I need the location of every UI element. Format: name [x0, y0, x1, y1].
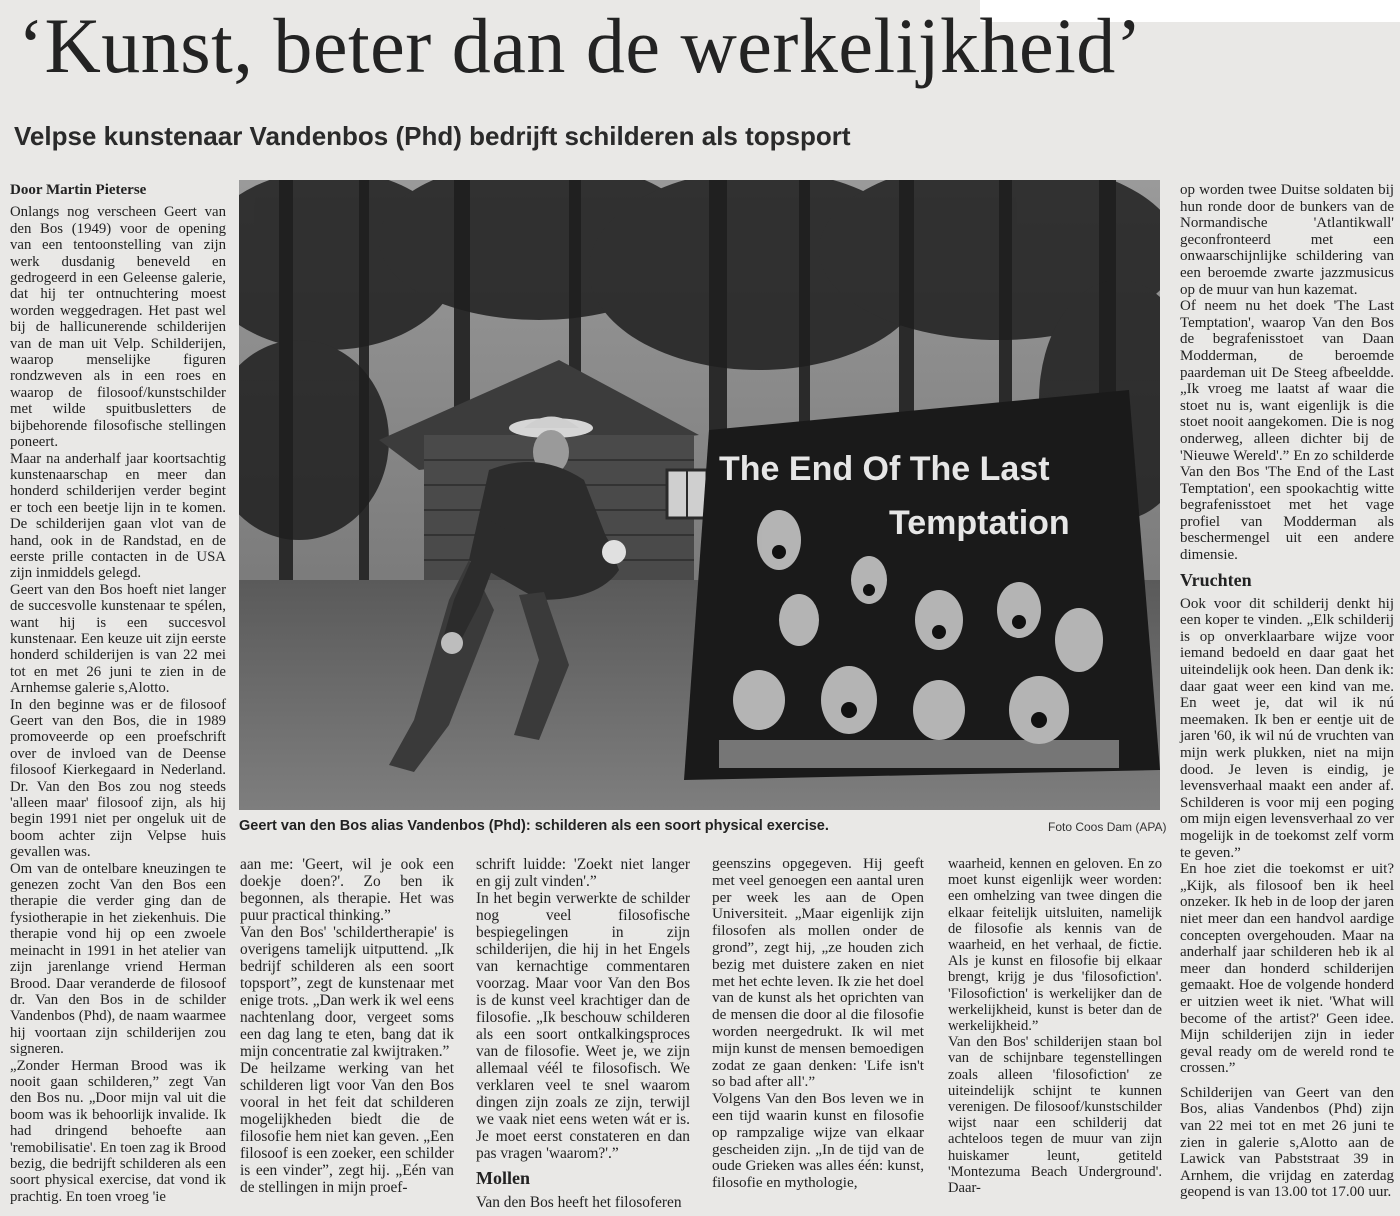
paragraph: Van den Bos' schilderijen staan bol van de schijnbare tegenstellingen zoals alleen 'filosofiction' ze uiteindelijk schijnt te kunnen verenigen. De filosoof/kunstschilder wijst naar een schilderij dat achteloos tegen de muur van zijn huiskamer leunt, getiteld 'Montezuma Beach Underground'. Daar-: [948, 1034, 1162, 1197]
paragraph: Geert van den Bos hoeft niet langer de succesvolle kunstenaar te spélen, want hij is een succesvol kunstenaar. Een keuze uit zijn eerste honderd schilderijen is van 22 mei tot en met 26 juni te zien in de Arnhemse galerie s,Alotto.: [10, 581, 226, 697]
paragraph: Van den Bos heeft het filosoferen: [476, 1194, 682, 1211]
photo-credit: Foto Coos Dam (APA): [1048, 820, 1167, 834]
paragraph: waarheid, kennen en geloven. En zo moet kunst eigenlijk weer worden: een omhelzing van twee dingen die elkaar feitelijk uitsluiten, namelijk de filosofie als kennis van de waarheid, en het verhaal, de fictie. Als je kunst en filosofie bij elkaar brengt, krijg je dus 'filosofiction'. 'Filosofiction' is werkelijker dan de werkelijkheid, kunst is beter dan de werkelijkheid.”: [948, 856, 1162, 1035]
paragraph: Volgens Van den Bos leven we in een tijd waarin kunst en filosofie op rampzalige wijze van elkaar gescheiden zijn. „In de tijd van de oude Grieken was alles één: kunst, filosofie en mythologie,: [712, 1090, 924, 1192]
paragraph: In het begin verwerkte de schilder nog veel filosofische bespiegelingen in zijn schilderijen, die hij in het Engels van kernachtige commentaren voorzag. Maar voor Van den Bos is de kunst veel krachtiger dan de filosofie. „Ik beschouw schilderen als een soort ontkalkingsproces van de filosofie. Weet je, we zijn allemaal véél te filosofisch. We verklaren veel te snel waarom dingen zijn zoals ze zijn, terwijl we vaak niet eens weten wát er is. Je moet eerst constateren en dan pas vragen 'waarom?'.”: [476, 890, 690, 1162]
article-column-4: [712, 856, 924, 1192]
section-heading: Vruchten: [1180, 569, 1252, 590]
photo-illustration: [239, 180, 1160, 810]
paragraph: En hoe ziet die toekomst er uit? „Kijk, als filosoof ben ik heel onzeker. Ik heb in de loop der jaren niet meer dan een handvol aardige concepten overgehouden. Maar na anderhalf jaar schilderen heb ik al meer dan honderd schilderijen gemaakt. Hoe de volgende honderd er uitzien weet ik niet. 'What will become of the artist?' Geen idee. Mijn schilderijen zijn in ieder geval ready om de wereld rond te crossen.”: [1180, 861, 1394, 1077]
paragraph: Ook voor dit schilderij denkt hij een koper te vinden. „Elk schilderij is op onverklaarbare wijze voor iemand bedoeld en daar gaat het uiteindelijk ook heen. Dan denk ik: daar gaat weer een kind van me. En weet je, dat wil ik nú meemaken. Ik ben er eentje uit de jaren '60, ik wil nú de vruchten van mijn werk plukken, niet na mijn dood. Je leven is eindig, je levensverhaal maakt een ander af. Schilderen is voor mij een poging om mijn eigen levensverhaal zo ver mogelijk in de toekomst zelf vorm te geven.”: [1180, 595, 1394, 861]
painting-title-line2: Temptation: [889, 504, 1070, 542]
section-heading: Mollen: [476, 1168, 530, 1188]
paragraph: Om van de ontelbare kneuzingen te genezen zocht Van den Bos een therapie die verder ging dan de fysiotherapie in het ziekenhuis. Die therapie vond hij op een zwoele meinacht in 1991 in het atelier van zijn jarenlange vriend Herman Brood. Daar veranderde de filosoof dr. Van den Bos in de schilder Vandenbos (Phd), de naam waarmee hij voortaan zijn schilderijen zou signeren.: [10, 860, 226, 1058]
article-photo: [239, 180, 1160, 810]
byline: Door Martin Pieterse: [10, 182, 147, 198]
article-column-3: [476, 856, 690, 1211]
painting: [684, 390, 1160, 780]
painting-title-line1: The End Of The Last: [719, 450, 1050, 488]
article-column-6: [1180, 182, 1394, 1201]
paragraph: Of neem nu het doek 'The Last Temptation', waarop Van den Bos de begrafenisstoet van Daan Modderman, de beroemde paardeman uit De Steeg afbeeldde. „Ik vroeg me laatst af waar die stoet nu is, want eigenlijk is die stoet nooit aangekomen. Die is nog onderweg, alleen dichter bij de 'Nieuwe Wereld'.” En zo schilderde Van den Bos 'The End of the Last Temptation', een spookachtig witte begrafenisstoet met het vage profiel van Modderman als beschermengel uit een andere dimensie.: [1180, 298, 1394, 564]
paragraph: schrift luidde: 'Zoekt niet langer en gij zult vinden'.”: [476, 856, 690, 890]
paragraph: geenszins opgegeven. Hij geeft met veel genoegen een aantal uren per week les aan de Open Universiteit. „Maar eigenlijk zijn filosofen als mollen onder de grond”, zegt hij, „ze houden zich bezig met duistere zaken en niet met het echte leven. Ik zie het doel van de kunst als het oprichten van de mensen die door al die filosofie worden neergedrukt. Ik wil met mijn kunst de mensen bemoedigen zodat ze gaan denken: 'Life isn't so bad after all'.”: [712, 855, 924, 1091]
article-column-1: [10, 182, 226, 1205]
paragraph: aan me: 'Geert, wil je ook een doekje doen?'. Zo ben ik begonnen, als therapie. Het was puur practical thinking.”: [240, 856, 454, 924]
paragraph: „Zonder Herman Brood was ik nooit gaan schilderen,” zegt Van den Bos nu. „Door mijn val uit die boom was ik behoorlijk invalide. Ik had dringend behoefte aan 'remobilisatie'. En toen zag ik Brood bezig, die bedrijft schilderen als een soort physical exercise, dat vond ik prachtig. En toen vroeg 'ie: [10, 1057, 226, 1205]
paragraph: Van den Bos' 'schildertherapie' is overigens tamelijk uitputtend. „Ik bedrijf schilderen als een soort topsport”, zegt de kunstenaar met enige trots. „Dan werk ik wel eens nachtenlang door, vergeet soms een dag lang te eten, bang dat ik mijn concentratie zal kwijtraken.”: [240, 924, 454, 1060]
paragraph: Schilderijen van Geert van den Bos, alias Vandenbos (Phd) zijn van 22 mei tot en met 26 juni te zien in galerie s,Alotto aan de Lawick van Pabststraat 39 in Arnhem, die vrijdag en zaterdag geopend is van 13.00 tot 17.00 uur.: [1180, 1084, 1394, 1201]
subheadline: Velpse kunstenaar Vandenbos (Phd) bedrijft schilderen als topsport: [14, 121, 851, 151]
article-column-2: [240, 856, 454, 1196]
paragraph: op worden twee Duitse soldaten bij hun ronde door de bunkers van de Normandische 'Atlantikwall' geconfronteerd met een onwaarschijnlijke schildering van een beroemde zwarte jazzmusicus op de muur van hun kazemat.: [1180, 182, 1394, 298]
paragraph: In den beginne was er de filosoof Geert van den Bos, die in 1989 promoveerde op een proefschrift over de invloed van de Deense filosoof Kierkegaard in Nederland. Dr. Van den Bos zou nog steeds 'alleen maar' filosoof zijn, als hij begin 1991 niet per ongeluk uit de boom achter zijn Velpse huis gevallen was.: [10, 696, 226, 861]
paragraph: De heilzame werking van het schilderen ligt voor Van den Bos vooral in het feit dat schilderen mogelijkheden biedt die de filosofie hem niet kan geven. „Een filosoof is een zoeker, een schilder is een vinder”, zegt hij. „Eén van de stellingen in mijn proef-: [240, 1060, 454, 1196]
photo-caption: Geert van den Bos alias Vandenbos (Phd): schilderen als een soort physical exercise.: [239, 818, 829, 834]
paragraph: Maar na anderhalf jaar koortsachtig kunstenaarschap en meer dan honderd schilderijen verder begint er toch een beetje lijn in te komen. De schilderijen gaan vlot van de hand, ook in de Randstad, en de eerste prille contacten in de USA zijn inmiddels gelegd.: [10, 450, 226, 582]
article-column-5: [948, 856, 1162, 1196]
paragraph: Onlangs nog verscheen Geert van den Bos (1949) voor de opening van een tentoonstelling van zijn werk dusdanig beneveld en gedrogeerd in een Geleense galerie, dat hij ter ontnuchtering moest worden weggedragen. Het past wel bij de hallicunerende schilderijen van de man uit Velp. Schilderijen, waarop menselijke figuren rondzweven als in een roes en waarop de filosoof/kunstschilder met wilde spuitbusletters de bijbehorende filosofische stellingen poneert.: [10, 204, 226, 451]
headline: ‘Kunst, beter dan de werkelijkheid’: [18, 2, 1143, 89]
